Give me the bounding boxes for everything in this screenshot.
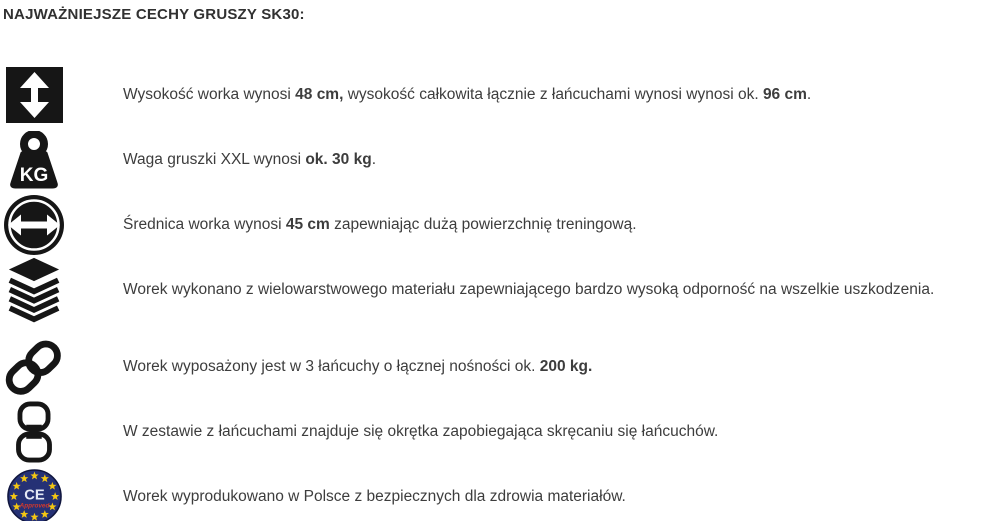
approved-label: Approved	[19, 502, 49, 510]
features-list	[3, 62, 990, 521]
feature-text: Waga gruszki XXL wynosi ok. 30 kg.	[123, 150, 376, 168]
feature-text: Worek wyposażony jest w 3 łańcuchy o łącznej nośności ok. 200 kg.	[123, 357, 593, 375]
feature-row	[3, 334, 990, 399]
layers-icon	[3, 257, 65, 323]
feature-text: Wysokość worka wynosi 48 cm, wysokość całkowita łącznie z łańcuchami wynosi wynosi ok. 96 cm.	[123, 85, 812, 103]
ce-approved-badge	[3, 469, 65, 521]
feature-row	[3, 464, 990, 521]
diameter-icon	[3, 194, 65, 256]
feature-row	[3, 192, 990, 257]
feature-row	[3, 399, 990, 464]
feature-text: Średnica worka wynosi 45 cm zapewniając dużą powierzchnię treningową.	[123, 215, 637, 233]
kg-label: KG	[19, 164, 49, 186]
ce-label: CE	[23, 487, 45, 504]
page-title: NAJWAŻNIEJSZE CECHY GRUSZY SK30:	[3, 6, 305, 23]
chain-links-icon	[3, 336, 65, 398]
feature-row	[3, 62, 990, 127]
swivel-icon	[3, 401, 65, 463]
feature-row	[3, 127, 990, 192]
feature-row	[3, 257, 990, 322]
height-range-icon	[3, 67, 65, 123]
feature-text: Worek wyprodukowano w Polsce z bezpiecznych dla zdrowia materiałów.	[123, 487, 626, 505]
kg-weight-icon	[3, 131, 65, 189]
feature-text: Worek wykonano z wielowarstwowego materiału zapewniającego bardzo wysoką odporność na wszelkie uszkodzenia.	[123, 280, 935, 298]
feature-text: W zestawie z łańcuchami znajduje się okrętka zapobiegająca skręcaniu się łańcuchów.	[123, 422, 719, 440]
